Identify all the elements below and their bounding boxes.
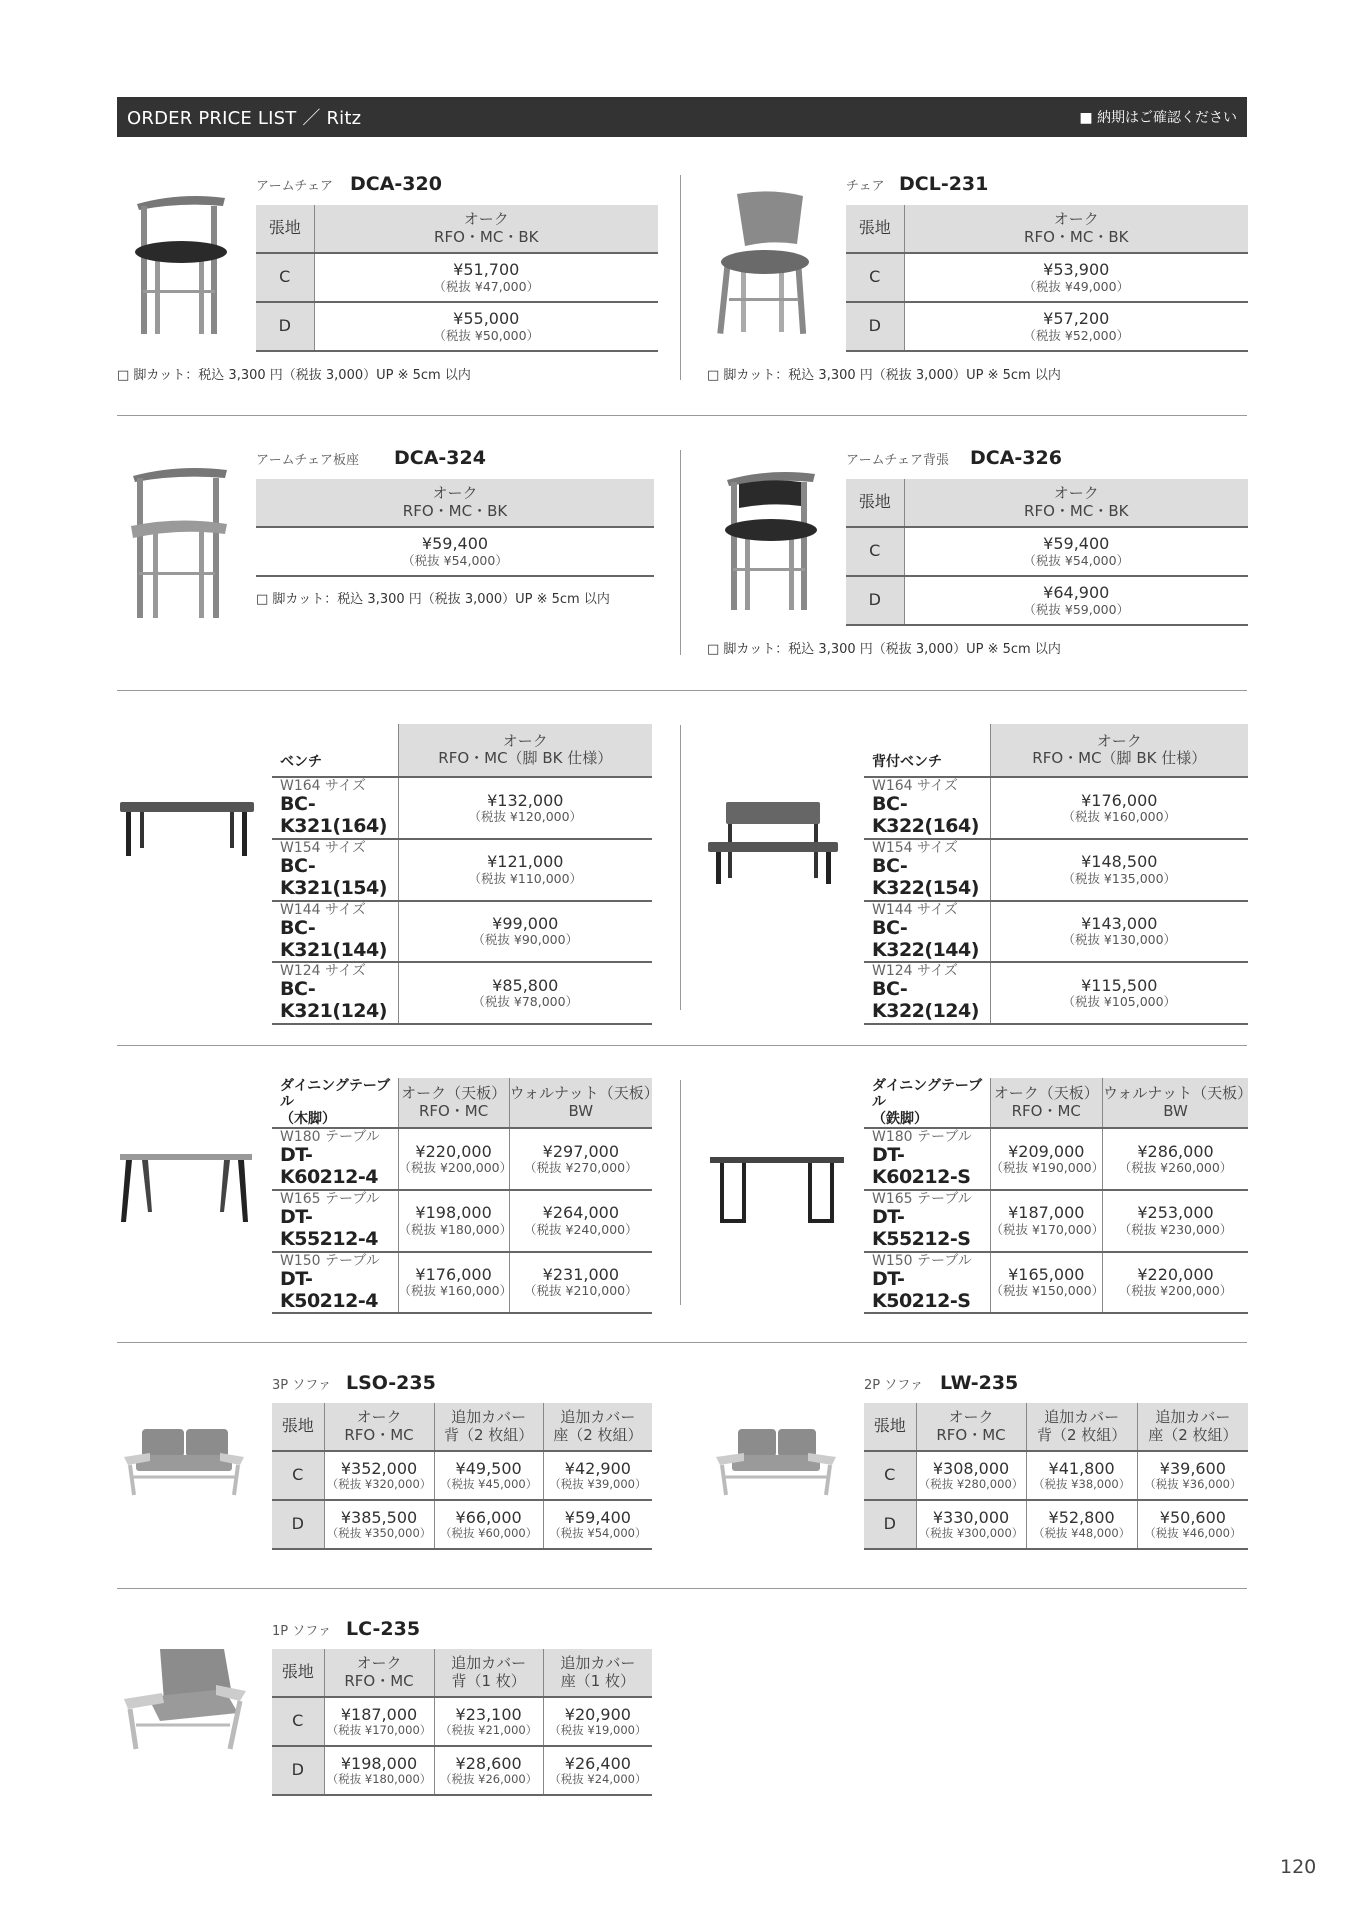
price-table-dca326 <box>846 479 1248 626</box>
grade-c-label: C <box>256 253 314 302</box>
price-table-lw235: 張地 オーク RFO・MC 追加カバー 背（2 枚組） 追加カバー 座（2 枚組） C ¥308,000 （税抜 ¥280,000） ¥41,800 （税抜 ¥38,000） ¥39,600 （税抜 ¥36,000） D ¥330,000 （税抜 ¥300,000） ¥52,800 （税抜 ¥48,000） ¥50,600 （税抜 ¥46,000） <box>864 1403 1248 1550</box>
category-label: ダイニングテーブル （鉄脚） <box>864 1078 990 1128</box>
fabric-label: 張地 <box>272 1649 324 1697</box>
column-header: オーク RFO・MC・BK <box>256 479 654 527</box>
grade-d-label: D <box>846 576 904 625</box>
fabric-label: 張地 <box>256 205 314 253</box>
grade-d-label: D <box>272 1500 324 1549</box>
section-divider <box>117 1045 1247 1046</box>
column-header: オーク（天板） RFO・MC <box>990 1078 1103 1128</box>
table-row: W124 サイズ BC-K322(124) ¥115,500 （税抜 ¥105,000） <box>864 962 1248 1024</box>
product-name: アームチェア背張 <box>846 453 949 468</box>
armchair-dca324-image <box>123 462 235 620</box>
price-cell: ¥59,400 （税抜 ¥54,000） <box>904 527 1248 576</box>
column-header: オーク RFO・MC（脚 BK 仕様） <box>398 724 652 777</box>
leg-cut-note: □ 脚カット：税込 3,300 円（税抜 3,000）UP ※ 5cm 以内 <box>707 368 1061 383</box>
section-divider <box>117 415 1247 416</box>
sofa-1p-image <box>120 1645 250 1753</box>
product-code: DCA-324 <box>394 447 486 469</box>
table-row: W164 サイズ BC-K321(164) ¥132,000 （税抜 ¥120,000） <box>272 777 652 839</box>
table-row: W144 サイズ BC-K321(144) ¥99,000 （税抜 ¥90,000） <box>272 901 652 963</box>
price-cell: ¥55,000 （税抜 ¥50,000） <box>314 302 658 351</box>
leg-cut-note: □ 脚カット：税込 3,300 円（税抜 3,000）UP ※ 5cm 以内 <box>117 368 471 383</box>
section-divider <box>117 1588 1247 1589</box>
price-table-dcl231 <box>846 205 1248 352</box>
table-row: W180 テーブル DT-K60212-4 ¥220,000 （税抜 ¥200,000） ¥297,000 （税抜 ¥270,000） <box>272 1128 652 1190</box>
category-label: 背付ベンチ <box>864 724 990 777</box>
product-code: DCA-326 <box>970 447 1062 469</box>
section-divider <box>117 690 1247 691</box>
price-table-bench <box>272 724 652 1025</box>
table-row: W124 サイズ BC-K321(124) ¥85,800 （税抜 ¥78,000） <box>272 962 652 1024</box>
sofa-3p-image <box>120 1425 248 1497</box>
column-header: ウォルナット（天板） BW <box>1103 1078 1249 1128</box>
grade-c-label: C <box>864 1451 916 1500</box>
leg-cut-note: □ 脚カット：税込 3,300 円（税抜 3,000）UP ※ 5cm 以内 <box>256 592 610 607</box>
price-table-lc235: 張地 オーク RFO・MC 追加カバー 背（1 枚） 追加カバー 座（1 枚） C ¥187,000 （税抜 ¥170,000） ¥23,100 （税抜 ¥21,000） ¥20,900 （税抜 ¥19,000） D ¥198,000 （税抜 ¥180,000） ¥28,600 （税抜 ¥26,000） ¥26,400 （税抜 ¥24,000） <box>272 1649 652 1796</box>
category-label: ベンチ <box>272 724 398 777</box>
header-bar <box>117 97 1247 137</box>
column-header: オーク RFO・MC（脚 BK 仕様） <box>990 724 1248 777</box>
chair-dcl231-image <box>715 190 815 338</box>
fabric-label: 張地 <box>864 1403 916 1451</box>
product-code: DCA-320 <box>350 173 442 195</box>
table-row: W154 サイズ BC-K321(154) ¥121,000 （税抜 ¥110,000） <box>272 839 652 901</box>
delivery-note: ■ 納期はご確認ください <box>1079 110 1237 126</box>
product-name: アームチェア板座 <box>256 453 359 468</box>
column-header: 追加カバー 背（1 枚） <box>434 1649 543 1697</box>
product-name: チェア <box>846 179 885 194</box>
column-header: オーク RFO・MC・BK <box>904 479 1248 527</box>
product-name: 1P ソファ <box>272 1624 331 1639</box>
column-divider <box>680 725 681 1010</box>
section-divider <box>117 1342 1247 1343</box>
price-table-dca320 <box>256 205 658 352</box>
price-table-back-bench <box>864 724 1248 1025</box>
grade-c-label: C <box>846 527 904 576</box>
dining-table-wood-image <box>118 1152 254 1224</box>
product-code: LSO-235 <box>346 1372 436 1394</box>
table-row: W144 サイズ BC-K322(144) ¥143,000 （税抜 ¥130,000） <box>864 901 1248 963</box>
fabric-label: 張地 <box>846 205 904 253</box>
price-cell: ¥51,700 （税抜 ¥47,000） <box>314 253 658 302</box>
column-header: 追加カバー 背（2 枚組） <box>434 1403 543 1451</box>
column-divider <box>680 450 681 655</box>
page-title: ORDER PRICE LIST ／ Ritz <box>127 108 362 129</box>
grade-d-label: D <box>272 1746 324 1795</box>
price-cell: ¥64,900 （税抜 ¥59,000） <box>904 576 1248 625</box>
column-header: ウォルナット（天板） BW <box>509 1078 652 1128</box>
column-header: 追加カバー 座（2 枚組） <box>543 1403 652 1451</box>
fabric-label: 張地 <box>846 479 904 527</box>
product-code: LC-235 <box>346 1618 421 1640</box>
column-header: 追加カバー 座（1 枚） <box>543 1649 652 1697</box>
price-table-lso235: 張地 オーク RFO・MC 追加カバー 背（2 枚組） 追加カバー 座（2 枚組） C ¥352,000 （税抜 ¥320,000） ¥49,500 （税抜 ¥45,000） ¥42,900 （税抜 ¥39,000） D ¥385,500 （税抜 ¥350,000） ¥66,000 （税抜 ¥60,000） ¥59,400 （税抜 ¥54,000） <box>272 1403 652 1550</box>
product-name: アームチェア <box>256 179 333 194</box>
column-divider <box>680 1080 681 1305</box>
bench-image <box>118 800 256 858</box>
armchair-dca326-image <box>715 466 825 614</box>
column-header: オーク（天板） RFO・MC <box>398 1078 509 1128</box>
price-cell: ¥57,200 （税抜 ¥52,000） <box>904 302 1248 351</box>
grade-d-label: D <box>846 302 904 351</box>
grade-c-label: C <box>272 1697 324 1746</box>
column-header: 追加カバー 座（2 枚組） <box>1137 1403 1248 1451</box>
column-header: オーク RFO・MC・BK <box>314 205 658 253</box>
column-divider <box>680 175 681 380</box>
dining-table-iron-image <box>708 1155 846 1227</box>
table-row: W164 サイズ BC-K322(164) ¥176,000 （税抜 ¥160,000） <box>864 777 1248 839</box>
category-label: ダイニングテーブル （木脚） <box>272 1078 398 1128</box>
column-header: オーク RFO・MC <box>324 1403 434 1451</box>
price-table-dca324 <box>256 479 654 577</box>
product-code: LW-235 <box>940 1372 1019 1394</box>
fabric-label: 張地 <box>272 1403 324 1451</box>
table-row: W150 テーブル DT-K50212-S ¥165,000 （税抜 ¥150,000） ¥220,000 （税抜 ¥200,000） <box>864 1252 1248 1314</box>
grade-d-label: D <box>256 302 314 351</box>
price-table-dining-iron <box>864 1078 1253 1314</box>
price-cell: ¥59,400 （税抜 ¥54,000） <box>256 527 654 576</box>
product-code: DCL-231 <box>899 173 989 195</box>
sofa-2p-image <box>712 1425 840 1497</box>
table-row: W165 テーブル DT-K55212-4 ¥198,000 （税抜 ¥180,000） ¥264,000 （税抜 ¥240,000） <box>272 1190 652 1252</box>
leg-cut-note: □ 脚カット：税込 3,300 円（税抜 3,000）UP ※ 5cm 以内 <box>707 642 1061 657</box>
table-row: W180 テーブル DT-K60212-S ¥209,000 （税抜 ¥190,000） ¥286,000 （税抜 ¥260,000） <box>864 1128 1248 1190</box>
column-header: オーク RFO・MC・BK <box>904 205 1248 253</box>
price-table-dining-wood <box>272 1078 659 1314</box>
grade-c-label: C <box>846 253 904 302</box>
back-bench-image <box>706 800 840 885</box>
product-name: 2P ソファ <box>864 1378 923 1393</box>
table-row: W150 テーブル DT-K50212-4 ¥176,000 （税抜 ¥160,000） ¥231,000 （税抜 ¥210,000） <box>272 1252 652 1314</box>
page-number: 120 <box>1280 1856 1317 1878</box>
column-header: オーク RFO・MC <box>324 1649 434 1697</box>
product-name: 3P ソファ <box>272 1378 331 1393</box>
column-header: 追加カバー 背（2 枚組） <box>1026 1403 1137 1451</box>
table-row: W165 テーブル DT-K55212-S ¥187,000 （税抜 ¥170,000） ¥253,000 （税抜 ¥230,000） <box>864 1190 1248 1252</box>
table-row: W154 サイズ BC-K322(154) ¥148,500 （税抜 ¥135,000） <box>864 839 1248 901</box>
armchair-dca320-image <box>125 190 235 338</box>
price-cell: ¥53,900 （税抜 ¥49,000） <box>904 253 1248 302</box>
grade-c-label: C <box>272 1451 324 1500</box>
grade-d-label: D <box>864 1500 916 1549</box>
column-header: オーク RFO・MC <box>916 1403 1026 1451</box>
